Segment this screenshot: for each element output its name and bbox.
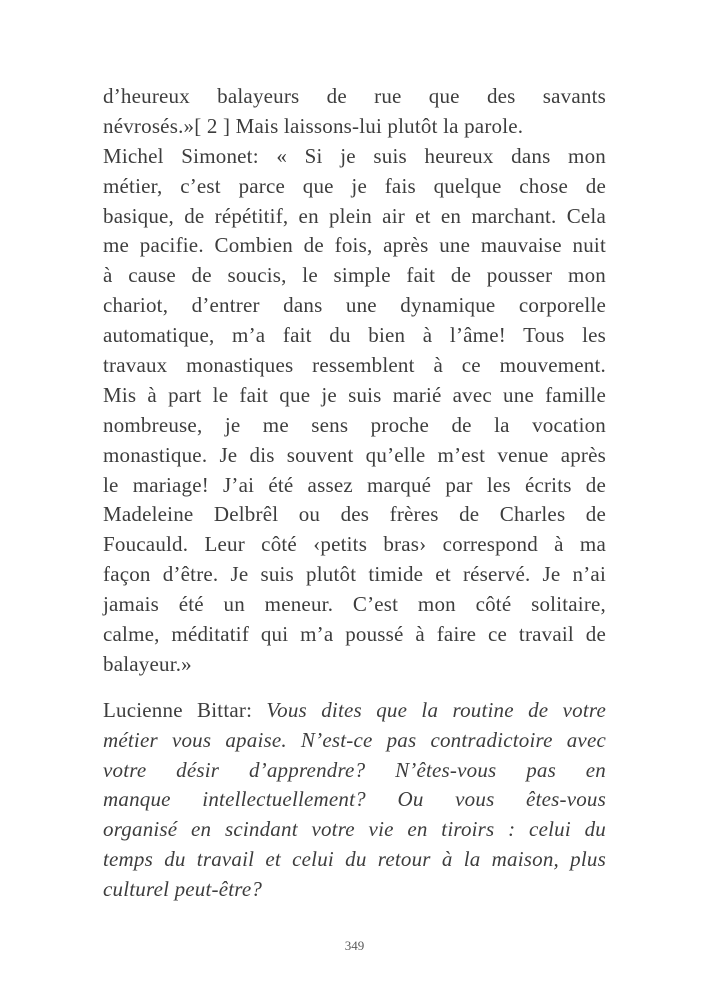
text-line	[103, 875, 606, 905]
text-segment: Madeleine Delbrêl ou des frères de Charles de	[103, 502, 606, 527]
italic-text-segment: temps du travail et celui du retour à la maison, plus	[103, 847, 606, 872]
text-line	[103, 471, 606, 501]
text-line	[103, 500, 606, 530]
text-segment: Lucienne Bittar:	[103, 697, 267, 722]
text-segment: d’heureux balayeurs de rue que des savants	[103, 84, 606, 108]
text-line	[103, 172, 606, 202]
italic-text-segment: organisé en scindant votre vie en tiroirs : celui du	[103, 817, 606, 842]
text-line	[103, 261, 606, 291]
text-segment: jamais été un meneur. C’est mon côté solitaire,	[103, 592, 606, 617]
page-number: 349	[344, 938, 365, 953]
text-line	[103, 696, 606, 726]
text-segment: monastique. Je dis souvent qu’elle m’est venue après	[103, 442, 606, 467]
text-segment: Mis à part le fait que je suis marié avec une famille	[103, 382, 606, 407]
text-line	[103, 530, 606, 560]
text-line	[103, 845, 606, 875]
text-line	[103, 142, 606, 172]
text-line	[103, 815, 606, 845]
text-line	[103, 112, 606, 142]
text-segment: calme, méditatif qui m’a poussé à faire ce travail de	[103, 622, 606, 647]
text-line	[103, 441, 606, 471]
paragraph-michel-simonet	[103, 142, 606, 680]
text-line	[103, 590, 606, 620]
text-line	[103, 726, 606, 756]
text-line	[103, 321, 606, 351]
text-line	[103, 231, 606, 261]
text-line	[103, 560, 606, 590]
text-segment: façon d’être. Je suis plutôt timide et réservé. Je n’ai	[103, 562, 606, 587]
text-segment: le mariage! J’ai été assez marqué par les écrits de	[103, 472, 606, 497]
text-segment: chariot, d’entrer dans une dynamique corporelle	[103, 293, 606, 318]
text-segment: balayeur.»	[103, 651, 192, 676]
text-segment: névrosés.»[ 2 ] Mais laissons-lui plutôt la parole.	[103, 113, 524, 138]
text-segment: automatique, m’a fait du bien à l’âme! Tous les	[103, 323, 606, 348]
text-line	[103, 381, 606, 411]
paragraph-lucienne-bittar	[103, 696, 606, 905]
text-line	[103, 351, 606, 381]
text-segment: nombreuse, je me sens proche de la vocation	[103, 412, 606, 437]
text-segment: métier, c’est parce que je fais quelque chose de	[103, 173, 606, 198]
text-line	[103, 202, 606, 232]
text-segment: travaux monastiques ressemblent à ce mouvement.	[103, 353, 606, 378]
text-segment: basique, de répétitif, en plein air et en marchant. Cela	[103, 203, 606, 228]
text-line	[103, 620, 606, 650]
text-line	[103, 411, 606, 441]
text-segment: Michel Simonet: « Si je suis heureux dans mon	[103, 143, 606, 168]
italic-text-segment: métier vous apaise. N’est-ce pas contradictoire avec	[103, 727, 606, 752]
text-segment: Foucauld. Leur côté ‹petits bras› correspond à ma	[103, 532, 606, 557]
text-block	[103, 82, 606, 905]
paragraph-continuation	[103, 82, 606, 142]
text-line	[103, 756, 606, 786]
italic-text-segment: culturel peut-être?	[103, 877, 263, 902]
text-line	[103, 650, 606, 680]
text-line	[103, 291, 606, 321]
text-line	[103, 82, 606, 112]
italic-text-segment: votre désir d’apprendre? N’êtes-vous pas en	[103, 757, 606, 782]
text-segment: à cause de soucis, le simple fait de pousser mon	[103, 263, 606, 288]
text-segment: me pacifie. Combien de fois, après une mauvaise nuit	[103, 233, 606, 258]
text-line	[103, 785, 606, 815]
italic-text-segment: manque intellectuellement? Ou vous êtes-vous	[103, 787, 606, 812]
italic-text-segment: Vous dites que la routine de votre	[266, 697, 606, 722]
